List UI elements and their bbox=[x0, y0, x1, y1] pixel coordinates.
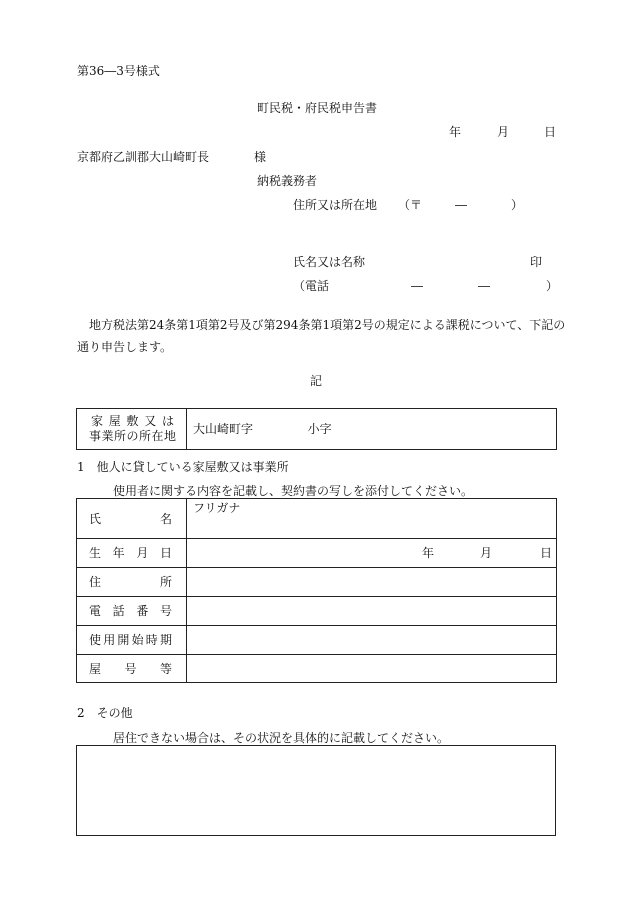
section-1-heading: 1 他人に貸している家屋敷又は事業所 bbox=[77, 460, 289, 474]
body-text-line-2: 通り申告します。 bbox=[77, 340, 173, 354]
table-row bbox=[77, 499, 557, 539]
tenant-name-field[interactable] bbox=[187, 499, 557, 539]
birth-month-label: 月 bbox=[480, 546, 493, 560]
birth-date-field[interactable] bbox=[187, 539, 557, 568]
tenant-table bbox=[76, 498, 557, 683]
table-row bbox=[77, 597, 557, 626]
ki-heading: 記 bbox=[310, 374, 323, 388]
start-date-label: 使用開始時期 bbox=[77, 626, 187, 655]
shop-name-label: 屋号等 bbox=[77, 655, 187, 683]
tenant-name-label: 氏名 bbox=[77, 499, 187, 539]
furigana-label: フリガナ bbox=[193, 501, 241, 515]
location-table bbox=[76, 408, 557, 450]
date-month-label: 月 bbox=[497, 125, 510, 139]
shop-name-field[interactable] bbox=[187, 655, 557, 683]
location-value-cell[interactable] bbox=[187, 409, 557, 450]
tenant-address-label: 住所 bbox=[77, 568, 187, 597]
postal-dash: ― bbox=[455, 198, 467, 212]
phone-dash-2: ― bbox=[478, 279, 490, 293]
postal-close: ） bbox=[511, 198, 524, 212]
location-label-line-1: 家屋敷又は bbox=[91, 414, 174, 428]
phone-close: ） bbox=[546, 279, 559, 293]
phone-dash-1: ― bbox=[411, 279, 423, 293]
body-text-line-1: 地方税法第24条第1項第2号及び第294条第1項第2号の規定による課税について、下記の bbox=[89, 318, 566, 332]
addressee-name: 京都府乙訓郡大山崎町長 bbox=[77, 150, 210, 164]
tenant-phone-label: 電話番号 bbox=[77, 597, 187, 626]
section-1-instruction: 使用者に関する内容を記載し、契約書の写しを添付してください。 bbox=[113, 484, 474, 498]
date-day-label: 日 bbox=[544, 125, 557, 139]
start-date-field[interactable] bbox=[187, 626, 557, 655]
birth-year-label: 年 bbox=[422, 546, 435, 560]
birth-date-label: 生年月日 bbox=[77, 539, 187, 568]
tenant-address-field[interactable] bbox=[187, 568, 557, 597]
phone-open: （電話 bbox=[293, 279, 330, 293]
table-row bbox=[77, 626, 557, 655]
other-details-box[interactable] bbox=[76, 745, 556, 836]
location-suffix: 小字 bbox=[307, 422, 332, 436]
section-2-instruction: 居住できない場合は、その状況を具体的に記載してください。 bbox=[113, 731, 450, 745]
taxpayer-heading: 納税義務者 bbox=[257, 174, 318, 188]
location-label-line-2: 事業所の所在地 bbox=[89, 429, 176, 443]
location-label-cell bbox=[77, 409, 187, 450]
section-2-heading: 2 その他 bbox=[77, 706, 133, 720]
address-label: 住所又は所在地 bbox=[293, 198, 378, 212]
seal-mark: 印 bbox=[530, 255, 543, 269]
location-prefix: 大山崎町字 bbox=[193, 422, 254, 436]
tenant-phone-field[interactable] bbox=[187, 597, 557, 626]
name-label: 氏名又は名称 bbox=[293, 255, 366, 269]
birth-day-label: 日 bbox=[540, 546, 553, 560]
addressee-honorific: 様 bbox=[254, 150, 267, 164]
date-year-label: 年 bbox=[449, 125, 462, 139]
form-number: 第36―3号様式 bbox=[77, 64, 160, 78]
page-title: 町民税・府民税申告書 bbox=[257, 101, 378, 115]
table-row bbox=[77, 539, 557, 568]
table-row bbox=[77, 568, 557, 597]
table-row bbox=[77, 655, 557, 683]
postal-open: （〒 bbox=[398, 198, 423, 212]
